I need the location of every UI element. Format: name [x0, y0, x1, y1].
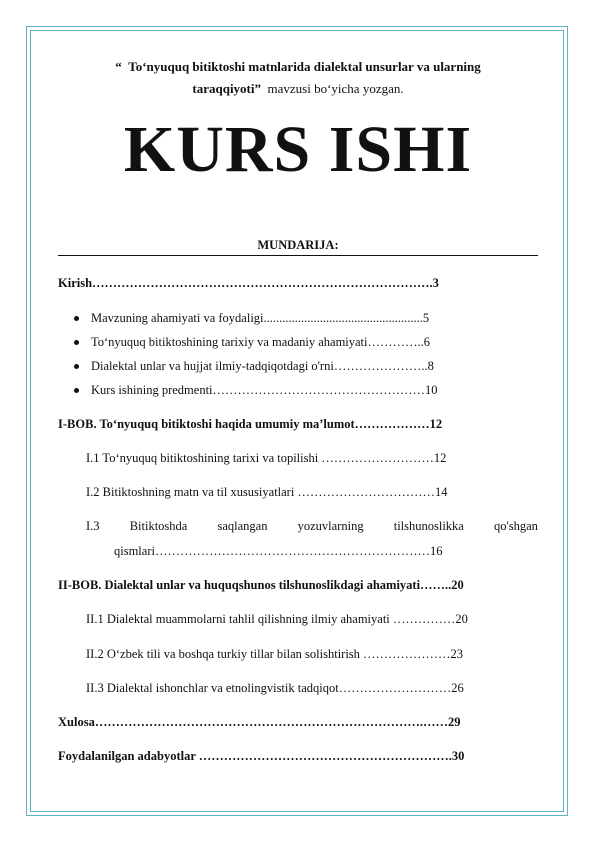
- toc-chapter-1: [58, 417, 442, 432]
- subtitle-topic-line1: To‘nyuquq bitiktoshi matnlarida dialektal unsurlar va ularning: [128, 59, 481, 74]
- toc-section-1-3-cont: qismlari…………………………………………………………16: [114, 544, 443, 558]
- subtitle-rest: mavzusi bo‘yicha yozgan.: [267, 81, 404, 96]
- bullet-dot-icon: [74, 388, 79, 393]
- page-title: KURS ISHI: [123, 113, 473, 186]
- bullet-text: Mavzuning ahamiyati va foydaligi...................................................5: [91, 311, 430, 325]
- toc-section-1-1: I.1 To‘nyuquq bitiktoshining tarixi va topilishi ………………………12: [86, 451, 447, 465]
- toc-bullet-item: [74, 359, 434, 374]
- section-1-3-word: Bitiktoshda: [129, 519, 188, 533]
- toc-chapter-2: II-BOB. Dialektal unlar va huquqshunos tilshunoslikdagi ahamiyati……..20: [58, 578, 464, 592]
- section-1-3-word: qo'shgan: [494, 519, 538, 533]
- chapter-1-title: . To‘nyuquq bitiktoshi haqida umumiy ma’lumot………………12: [93, 417, 443, 431]
- subtitle-quote-open: “: [115, 59, 122, 74]
- bullet-dot-icon: [74, 364, 79, 369]
- toc-conclusion: Xulosa…………………………………………………………………….……29: [58, 715, 461, 729]
- toc-bullet-item: [74, 383, 438, 398]
- bullet-text: Kurs ishining predmenti……………………………………………10: [91, 383, 438, 397]
- bullet-dot-icon: [74, 316, 79, 321]
- toc-heading: MUNDARIJA:: [58, 238, 538, 256]
- toc-bullet-item: [74, 311, 429, 326]
- toc-section-1-3: [86, 519, 538, 534]
- section-1-3-word: I.3: [86, 519, 100, 533]
- topic-subtitle: [60, 56, 536, 100]
- bullet-text: To‘nyuquq bitiktoshining tarixiy va madaniy ahamiyati…………..6: [91, 335, 431, 349]
- toc-section-2-3: II.3 Dialektal ishonchlar va etnolingvistik tadqiqot………………………26: [86, 681, 464, 695]
- toc-section-2-1: II.1 Dialektal muammolarni tahlil qilishning ilmiy ahamiyati ……………20: [86, 612, 468, 626]
- bullet-dot-icon: [74, 340, 79, 345]
- bullet-text: Dialektal unlar va hujjat ilmiy-tadqiqotdagi o'rni…………………..8: [91, 359, 434, 373]
- toc-section-2-2: II.2 O‘zbek tili va boshqa turkiy tillar bilan solishtirish …………………23: [86, 647, 464, 661]
- toc-references: Foydalanilgan adabyotlar …………………………………………………….30: [58, 749, 465, 763]
- subtitle-topic-line2: taraqqiyoti”: [192, 81, 262, 96]
- section-1-3-word: yozuvlarning: [297, 519, 364, 533]
- toc-section-1-2: I.2 Bitiktoshning matn va til xususiyatlari ……………………………14: [86, 485, 448, 499]
- section-1-3-word: saqlangan: [217, 519, 268, 533]
- toc-intro: Kirish……………………………………………………………………….3: [58, 276, 439, 290]
- toc-bullet-item: [74, 335, 430, 350]
- section-1-3-word: tilshunoslikka: [393, 519, 464, 533]
- chapter-1-prefix: I-BOB: [58, 417, 94, 431]
